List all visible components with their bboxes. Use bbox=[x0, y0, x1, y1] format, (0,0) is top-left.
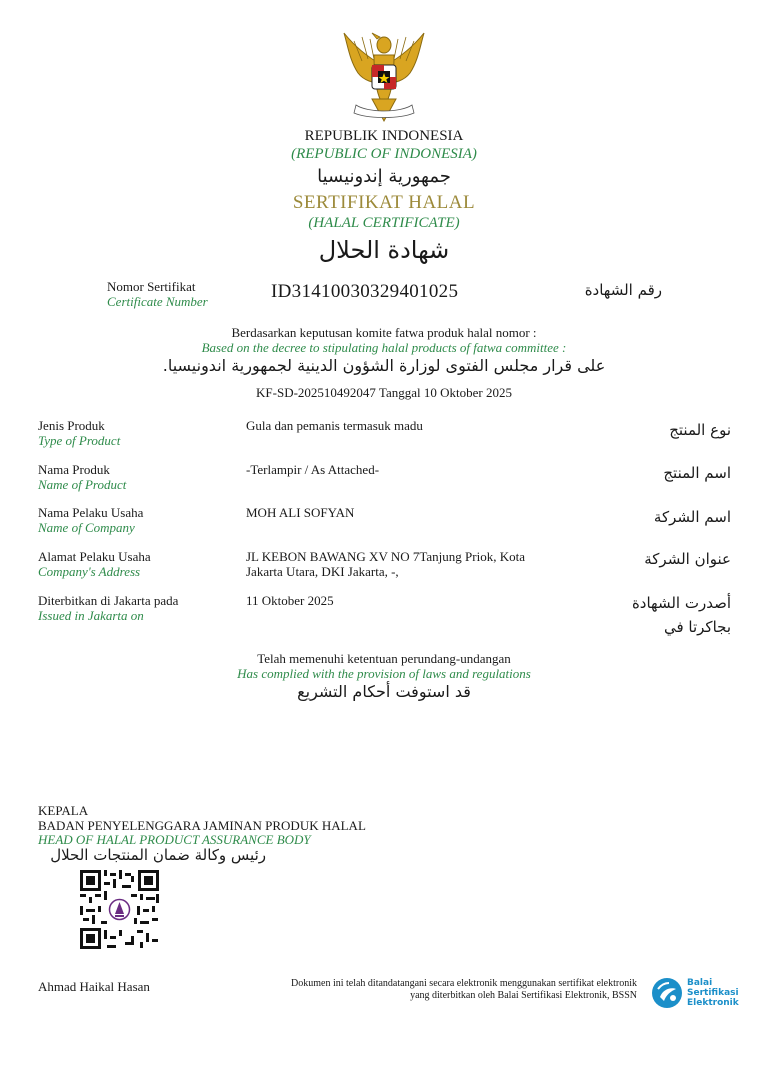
footer-note-line1: Dokumen ini telah ditandatangani secara elektronik menggunakan sertifikat elektronik bbox=[291, 978, 637, 989]
qr-code bbox=[80, 870, 159, 949]
country-name: REPUBLIK INDONESIA bbox=[304, 128, 464, 144]
address-label-ar: عنوان الشركة bbox=[644, 550, 731, 568]
decree-line-en: Based on the decree to stipulating halal products of fatwa committee : bbox=[201, 340, 567, 355]
footer-note-line2: yang diterbitkan oleh Balai Sertifikasi Elektronik, BSSN bbox=[410, 990, 637, 1001]
decree-line-id: Berdasarkan keputusan komite fatwa produk halal nomor : bbox=[231, 325, 537, 340]
signatory-title-en: HEAD OF HALAL PRODUCT ASSURANCE BODY bbox=[38, 832, 311, 847]
signatory-title-ar: رئيس وكالة ضمان المنتجات الحلال bbox=[50, 846, 266, 864]
issued-label-ar-line2: بجاكرتا في bbox=[663, 618, 731, 636]
decree-reference: KF-SD-202510492047 Tanggal 10 Oktober 2025 bbox=[256, 385, 512, 400]
cert-number-label-ar: رقم الشهادة bbox=[584, 281, 662, 299]
company-label-en: Name of Company bbox=[38, 520, 135, 535]
product-value: -Terlampir / As Attached- bbox=[246, 462, 380, 477]
issued-label-ar-line1: أصدرت الشهادة bbox=[631, 594, 731, 612]
signatory-title1: KEPALA bbox=[38, 803, 89, 818]
compliance-line-id: Telah memenuhi ketentuan perundang-undangan bbox=[257, 651, 511, 666]
issued-value: 11 Oktober 2025 bbox=[246, 593, 334, 608]
certificate-title: SERTIFIKAT HALAL bbox=[292, 192, 476, 213]
cert-number-label: Nomor Sertifikat bbox=[107, 279, 196, 294]
compliance-line-en: Has complied with the provision of laws and regulations bbox=[237, 666, 531, 681]
company-value: MOH ALI SOFYAN bbox=[246, 505, 355, 520]
compliance-line-ar: قد استوفت أحكام التشريع bbox=[297, 682, 471, 701]
bsre-logo-line2: Sertifikasi bbox=[687, 988, 739, 998]
bsre-logo-line3: Elektronik bbox=[687, 998, 739, 1008]
decree-line-ar: على قرار مجلس الفتوى لوزارة الشؤون الدينية لجمهورية اندونيسيا. bbox=[162, 356, 606, 375]
issued-label: Diterbitkan di Jakarta pada bbox=[38, 593, 179, 608]
address-label: Alamat Pelaku Usaha bbox=[38, 549, 151, 564]
type-value: Gula dan pemanis termasuk madu bbox=[246, 418, 423, 433]
company-label: Nama Pelaku Usaha bbox=[38, 505, 144, 520]
type-label-ar: نوع المنتج bbox=[669, 421, 731, 439]
garuda-emblem bbox=[334, 25, 434, 125]
product-label-en: Name of Product bbox=[38, 477, 127, 492]
type-label-en: Type of Product bbox=[38, 433, 121, 448]
cert-number-label-en: Certificate Number bbox=[107, 294, 208, 309]
bsre-logo-icon bbox=[651, 977, 683, 1009]
signatory-title2: BADAN PENYELENGGARA JAMINAN PRODUK HALAL bbox=[38, 818, 366, 833]
country-name-ar: جمهورية إندونيسيا bbox=[317, 166, 451, 187]
address-value-line2: Jakarta Utara, DKI Jakarta, -, bbox=[246, 564, 399, 579]
certificate-title-ar: شهادة الحلال bbox=[318, 236, 450, 264]
company-label-ar: اسم الشركة bbox=[653, 508, 731, 526]
signatory-name: Ahmad Haikal Hasan bbox=[38, 979, 150, 994]
type-label: Jenis Produk bbox=[38, 418, 105, 433]
certificate-title-en: (HALAL CERTIFICATE) bbox=[308, 215, 460, 231]
issued-label-en: Issued in Jakarta on bbox=[38, 608, 144, 623]
address-label-en: Company's Address bbox=[38, 564, 141, 579]
product-label-ar: اسم المنتج bbox=[663, 464, 731, 482]
product-label: Nama Produk bbox=[38, 462, 110, 477]
address-value-line1: JL KEBON BAWANG XV NO 7Tanjung Priok, Kota bbox=[246, 549, 525, 564]
bsre-logo-line1: Balai bbox=[687, 978, 713, 988]
country-name-en: (REPUBLIC OF INDONESIA) bbox=[291, 146, 477, 162]
bsre-logo-text bbox=[687, 978, 739, 1008]
cert-number-value: ID31410030329401025 bbox=[271, 281, 459, 302]
